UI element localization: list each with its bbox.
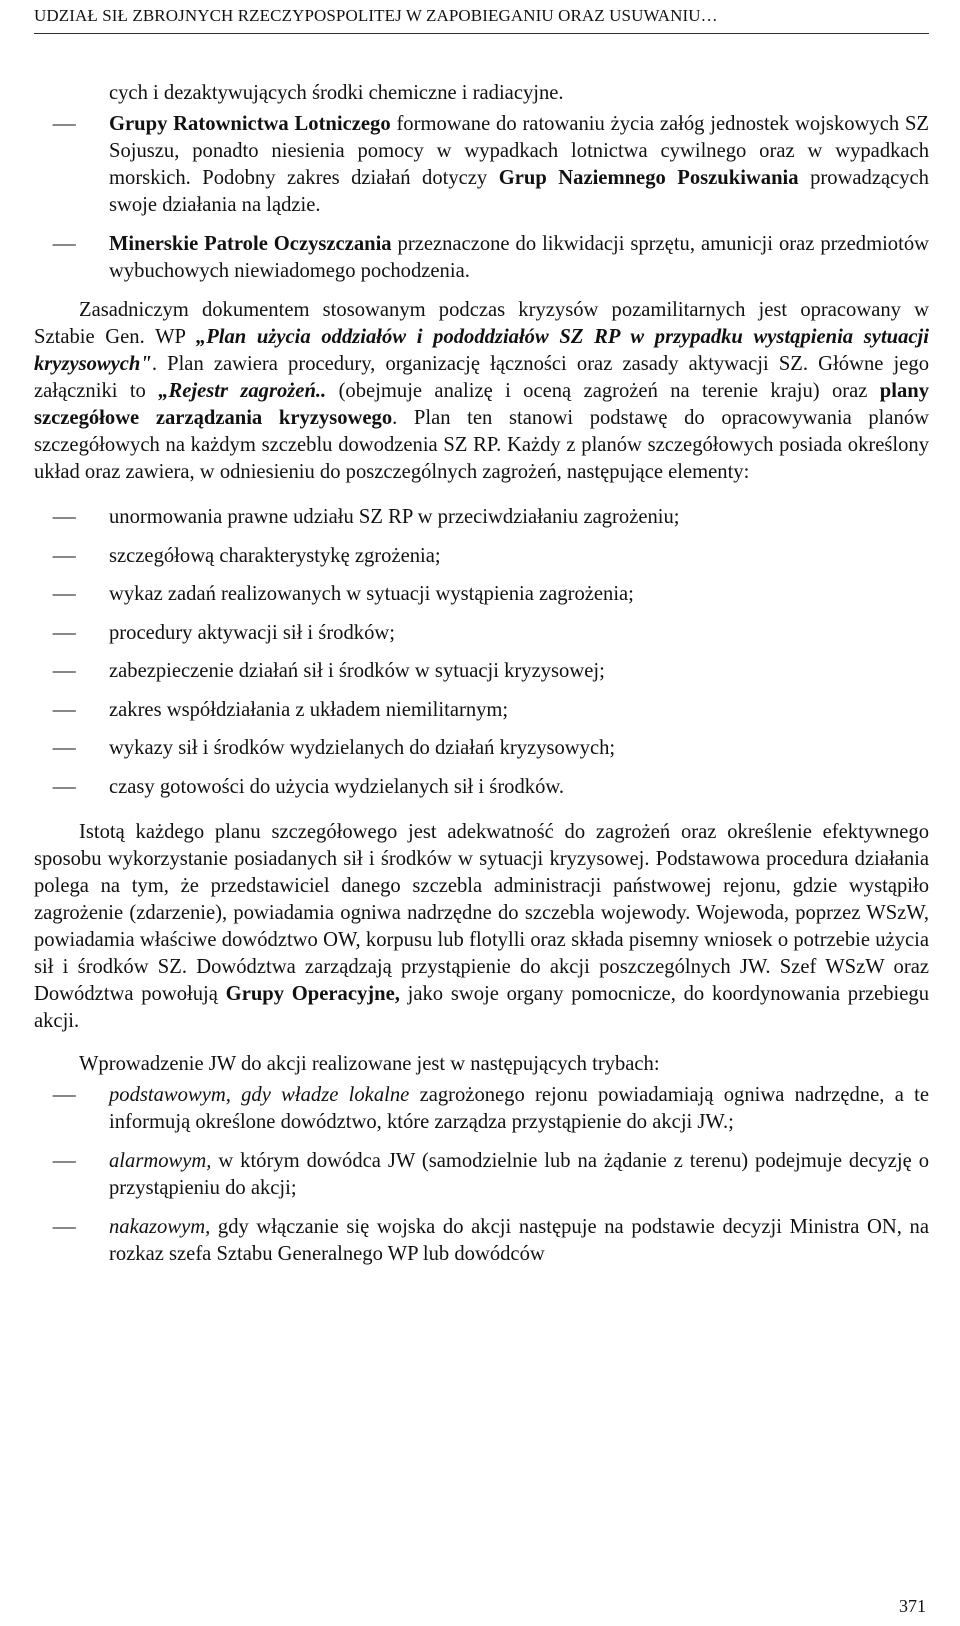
list-item-text: przeznaczone do likwidacji sprzętu, amunicji oraz przedmiotów wybuchowych niewiadomego pochodzenia. bbox=[109, 233, 929, 282]
list-item-text: gdy włączanie się wojska do akcji następuje na podstawie decyzji Ministra ON, na rozkaz szefa Sztabu Generalnego WP lub dowódców bbox=[109, 1215, 929, 1265]
list-item-text: zagrożonego rejonu powiadamiają ogniwa nadrzędne, a te informują określone dowództwo, które zarządza przystąpienie do akcji JW.; bbox=[109, 1083, 929, 1133]
list-item bbox=[34, 774, 929, 801]
bold-term: Minerskie Patrole Oczyszczania bbox=[109, 233, 392, 255]
bold-term: Grup Naziemnego Poszukiwania bbox=[498, 167, 799, 189]
list-item bbox=[34, 658, 929, 685]
dash-bullet-icon bbox=[34, 504, 94, 531]
mode-name: nakazowym, bbox=[109, 1215, 211, 1238]
paragraph-text: Zasadniczym dokumentem stosowanym podczas kryzysów pozamilitarnych jest opracowany w Sztabie Gen. WP bbox=[34, 299, 929, 348]
list-item bbox=[34, 543, 929, 570]
list-item-text: wykazy sił i środków wydzielanych do działań kryzysowych; bbox=[109, 737, 616, 759]
paragraph: Wprowadzenie JW do akcji realizowane jest w następujących trybach: bbox=[79, 1052, 660, 1075]
list-item bbox=[34, 231, 929, 285]
modes-list bbox=[34, 1082, 929, 1268]
list-item-text: zabezpieczenie działań sił i środków w sytuacji kryzysowej; bbox=[109, 660, 605, 682]
paragraph bbox=[34, 297, 929, 486]
mode-name: podstawowym, gdy władze lokalne bbox=[109, 1083, 410, 1106]
list-item bbox=[34, 735, 929, 762]
dash-bullet-icon bbox=[34, 111, 94, 138]
list-item-text: procedury aktywacji sił i środków; bbox=[109, 621, 395, 644]
page-number: 371 bbox=[899, 1596, 926, 1616]
list-item-text: unormowania prawne udziału SZ RP w przeciwdziałaniu zagrożeniu; bbox=[109, 506, 680, 528]
list-item bbox=[34, 1082, 929, 1136]
dash-bullet-icon bbox=[34, 735, 94, 762]
mode-name: alarmowym, bbox=[109, 1149, 212, 1172]
bold-term: Grupy Operacyjne, bbox=[225, 982, 400, 1005]
dash-bullet-icon bbox=[34, 543, 94, 570]
dash-bullet-icon bbox=[34, 774, 94, 801]
paragraph-text: Istotą każdego planu szczegółowego jest adekwatność do zagrożeń oraz określenie efektywnego sposobu wykorzystanie posiadanych sił i środków w sytuacji kryzysowej. Podstawowa procedura działania polega na tym, że przedstawiciel danego szczebla administracji państwowej rejonu, gdzie wystąpiło zagrożenie (zdarzenie), powiadamia ogniwa nadrzędne do szczebla wojewody. Wojewoda, poprzez WSzW, powiadamia właściwe dowództwo OW, korpusu lub flotylli oraz składa pisemny wniosek o potrzebie użycia sił i środków SZ. Dowództwa zarządzają przystąpienie do akcji poszczególnych JW. Szef WSzW oraz Dowództwa powołują bbox=[34, 820, 929, 1005]
running-header: UDZIAŁ SIŁ ZBROJNYCH RZECZYPOSPOLITEJ W ZAPOBIEGANIU ORAZ USUWANIU… bbox=[34, 6, 929, 34]
list-item-text: czasy gotowości do użycia wydzielanych sił i środków. bbox=[109, 775, 565, 798]
paragraph-text: . Plan ten stanowi podstawę do opracowywania planów szczegółowych na każdym szczeblu dowodzenia SZ RP. Każdy z planów szczegółowych posiada określony układ oraz zawiera, w odniesieniu do poszczególnych zagrożeń, następujące elementy: bbox=[34, 407, 929, 483]
register-title: „Rejestr zagrożeń.. bbox=[158, 380, 327, 402]
dash-bullet-icon bbox=[34, 231, 94, 258]
list-item-text: prowadzących swoje działania na lądzie. bbox=[109, 167, 929, 216]
list-item bbox=[34, 581, 929, 608]
list-item-text: formowane do ratowaniu życia załóg jednostek wojskowych SZ Sojuszu, ponadto niesienia pomocy w wypadkach lotnictwa cywilnego oraz w wypadkach morskich. Podobny zakres działań dotyczy bbox=[109, 113, 929, 189]
paragraph-text: (obejmuje analizę i oceną zagrożeń na terenie kraju) oraz bbox=[326, 380, 880, 402]
dash-bullet-icon bbox=[34, 1082, 94, 1109]
paragraph-text: jako swoje organy pomocnicze, do koordynowania przebiegu akcji. bbox=[34, 982, 929, 1032]
paragraph bbox=[34, 819, 929, 1035]
document-title: „Plan użycia oddziałów i pododdziałów SZ RP w przypadku wystąpienia sytuacji kryzysowych" bbox=[34, 326, 929, 375]
list-item bbox=[34, 1148, 929, 1202]
dash-bullet-icon bbox=[34, 1214, 94, 1241]
list-item bbox=[34, 1214, 929, 1268]
page-body bbox=[34, 80, 929, 1268]
dash-bullet-icon bbox=[34, 620, 94, 647]
dash-bullet-icon bbox=[34, 581, 94, 608]
list-item bbox=[34, 111, 929, 219]
dash-bullet-icon bbox=[34, 697, 94, 724]
list-item-text: wykaz zadań realizowanych w sytuacji wystąpienia zagrożenia; bbox=[109, 583, 634, 605]
list-item bbox=[34, 620, 929, 647]
dash-bullet-icon bbox=[34, 1148, 94, 1175]
bold-term: plany szczegółowe zarządzania kryzysowego bbox=[34, 380, 930, 429]
bold-term: Grupy Ratownictwa Lotniczego bbox=[109, 113, 391, 135]
list-item bbox=[34, 504, 929, 531]
list-item-text: zakres współdziałania z układem niemilitarnym; bbox=[109, 698, 509, 721]
continuation-line: cych i dezaktywujących środki chemiczne i radiacyjne. bbox=[109, 82, 564, 104]
list-item-text: w którym dowódca JW (samodzielnie lub na żądanie z terenu) podejmuje decyzję o przystąpieniu do akcji; bbox=[109, 1149, 929, 1199]
elements-list bbox=[34, 504, 929, 801]
dash-bullet-icon bbox=[34, 658, 94, 685]
list-item bbox=[34, 697, 929, 724]
list-item-text: szczegółową charakterystykę zgrożenia; bbox=[109, 544, 441, 567]
paragraph-text: . Plan zawiera procedury, organizację łączności oraz zasady aktywacji SZ. Główne jego załączniki to bbox=[34, 353, 929, 402]
